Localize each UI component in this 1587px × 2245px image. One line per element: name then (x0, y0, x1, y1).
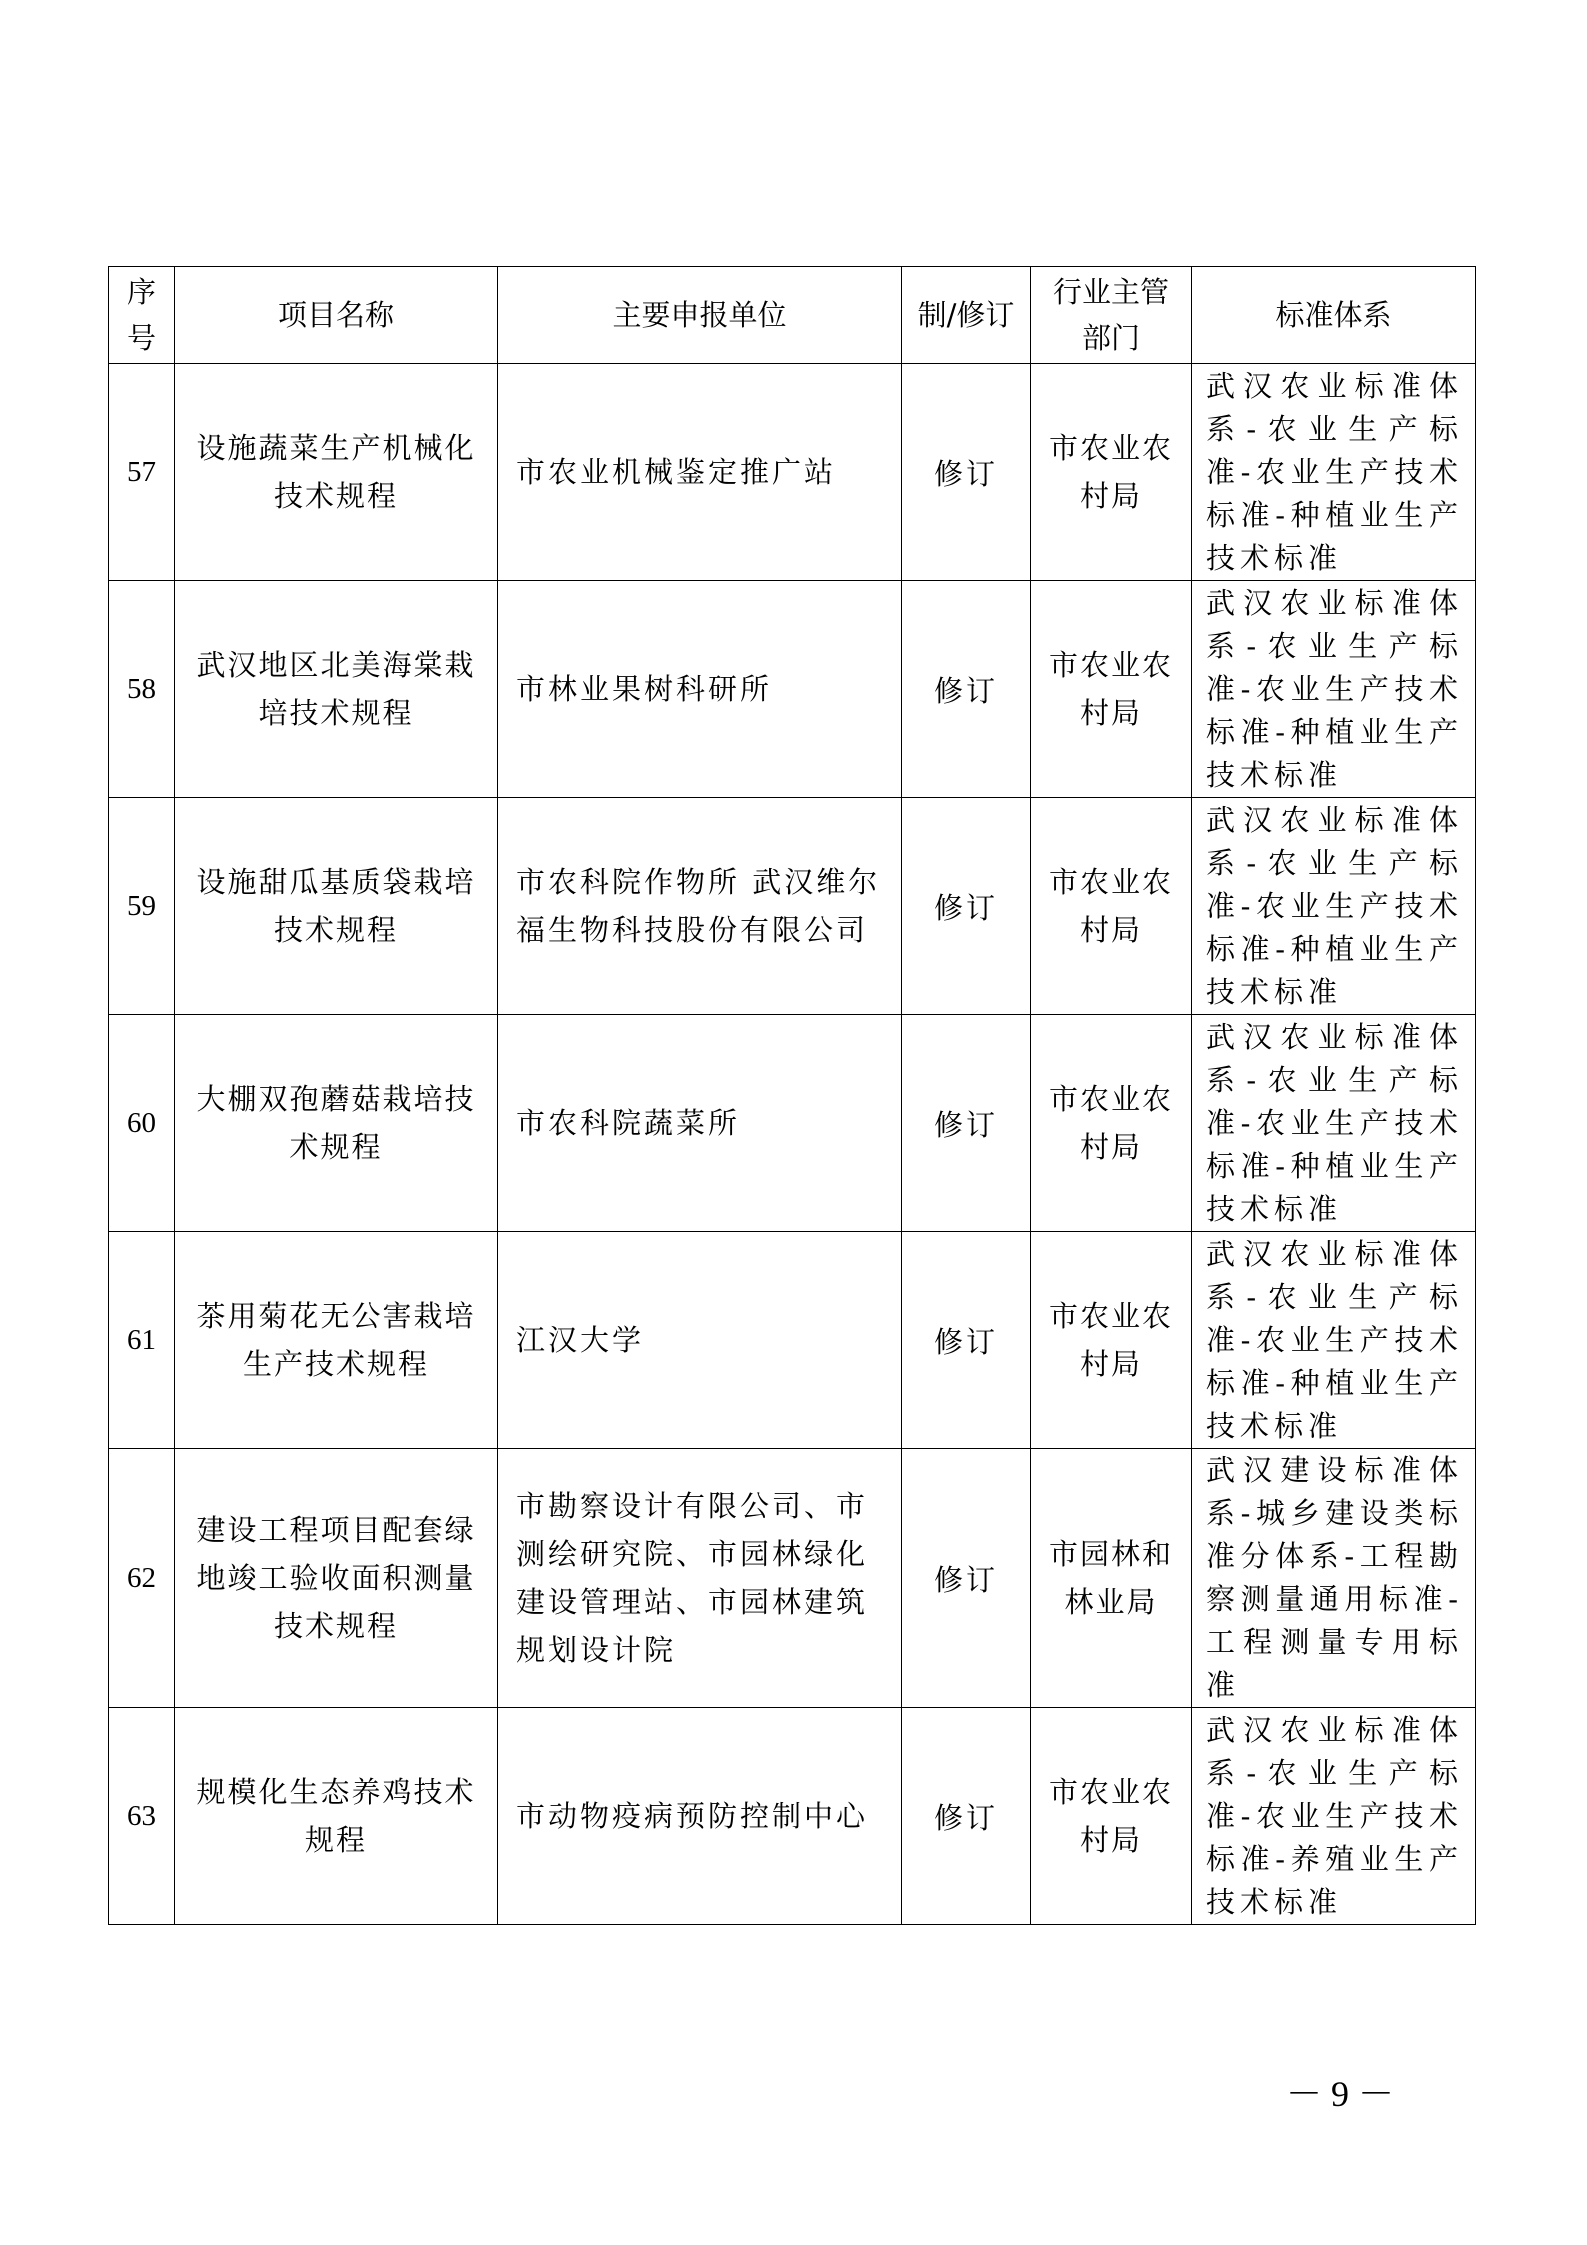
cell-seq: 59 (109, 798, 175, 1015)
header-unit: 主要申报单位 (498, 267, 902, 364)
cell-type: 修订 (902, 798, 1031, 1015)
cell-dept: 市园林和林业局 (1031, 1449, 1192, 1708)
cell-unit: 江汉大学 (498, 1232, 902, 1449)
table-row (109, 1232, 1476, 1449)
table-row (109, 364, 1476, 581)
cell-system: 武汉农业标准体系-农业生产标准-农业生产技术标准-种植业生产技术标准 (1192, 364, 1476, 581)
table-row (109, 581, 1476, 798)
cell-type: 修订 (902, 1708, 1031, 1925)
header-name: 项目名称 (175, 267, 498, 364)
cell-type: 修订 (902, 1015, 1031, 1232)
cell-type: 修订 (902, 1232, 1031, 1449)
cell-dept: 市农业农村局 (1031, 798, 1192, 1015)
cell-seq: 61 (109, 1232, 175, 1449)
table-row (109, 1449, 1476, 1708)
cell-unit: 市林业果树科研所 (498, 581, 902, 798)
cell-name: 茶用菊花无公害栽培生产技术规程 (175, 1232, 498, 1449)
table-row (109, 1015, 1476, 1232)
cell-dept: 市农业农村局 (1031, 1232, 1192, 1449)
header-system: 标准体系 (1192, 267, 1476, 364)
cell-type: 修订 (902, 364, 1031, 581)
cell-seq: 60 (109, 1015, 175, 1232)
cell-dept: 市农业农村局 (1031, 581, 1192, 798)
cell-dept: 市农业农村局 (1031, 1015, 1192, 1232)
cell-name: 设施蔬菜生产机械化技术规程 (175, 364, 498, 581)
standards-table (108, 266, 1476, 1925)
cell-seq: 57 (109, 364, 175, 581)
header-seq: 序号 (109, 267, 175, 364)
cell-unit: 市勘察设计有限公司、市测绘研究院、市园林绿化建设管理站、市园林建筑规划设计院 (498, 1449, 902, 1708)
cell-type: 修订 (902, 1449, 1031, 1708)
cell-name: 规模化生态养鸡技术规程 (175, 1708, 498, 1925)
cell-unit: 市农科院蔬菜所 (498, 1015, 902, 1232)
cell-seq: 62 (109, 1449, 175, 1708)
cell-unit: 市动物疫病预防控制中心 (498, 1708, 902, 1925)
cell-type: 修订 (902, 581, 1031, 798)
cell-dept: 市农业农村局 (1031, 1708, 1192, 1925)
cell-system: 武汉农业标准体系-农业生产标准-农业生产技术标准-养殖业生产技术标准 (1192, 1708, 1476, 1925)
cell-unit: 市农科院作物所 武汉维尔福生物科技股份有限公司 (498, 798, 902, 1015)
page-number: － 9 － (1285, 2074, 1394, 2114)
header-dept: 行业主管部门 (1031, 267, 1192, 364)
cell-name: 大棚双孢蘑菇栽培技术规程 (175, 1015, 498, 1232)
table-row (109, 1708, 1476, 1925)
cell-name: 建设工程项目配套绿地竣工验收面积测量技术规程 (175, 1449, 498, 1708)
cell-name: 设施甜瓜基质袋栽培技术规程 (175, 798, 498, 1015)
header-type: 制/修订 (902, 267, 1031, 364)
cell-system: 武汉农业标准体系-农业生产标准-农业生产技术标准-种植业生产技术标准 (1192, 798, 1476, 1015)
cell-seq: 58 (109, 581, 175, 798)
cell-system: 武汉农业标准体系-农业生产标准-农业生产技术标准-种植业生产技术标准 (1192, 581, 1476, 798)
cell-name: 武汉地区北美海棠栽培技术规程 (175, 581, 498, 798)
cell-dept: 市农业农村局 (1031, 364, 1192, 581)
table-row (109, 798, 1476, 1015)
cell-system: 武汉农业标准体系-农业生产标准-农业生产技术标准-种植业生产技术标准 (1192, 1015, 1476, 1232)
cell-seq: 63 (109, 1708, 175, 1925)
cell-system: 武汉农业标准体系-农业生产标准-农业生产技术标准-种植业生产技术标准 (1192, 1232, 1476, 1449)
cell-unit: 市农业机械鉴定推广站 (498, 364, 902, 581)
cell-system: 武汉建设标准体系-城乡建设类标准分体系-工程勘察测量通用标准-工程测量专用标准 (1192, 1449, 1476, 1708)
table-header-row (109, 267, 1476, 364)
